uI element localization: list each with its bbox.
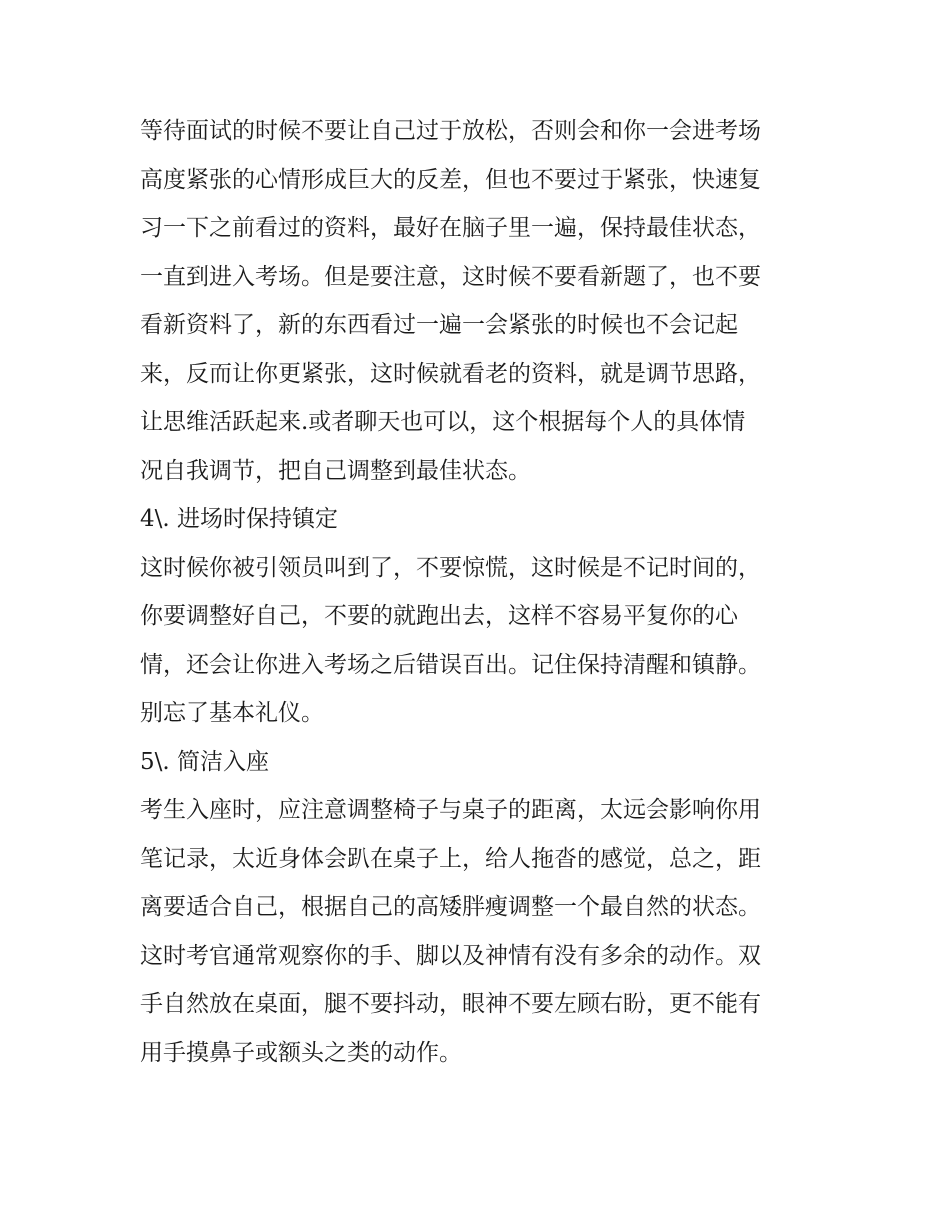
section-heading-4: 4\. 进场时保持镇定 [140, 506, 339, 532]
section-heading-5: 5\. 简洁入座 [140, 748, 270, 775]
body-line-1: 等待面试的时候不要让自己过于放松，否则会和你一会进考场 [140, 118, 761, 144]
body-line-7: 让思维活跃起来.或者聊天也可以，这个根据每个人的具体情 [140, 409, 746, 435]
body-line-20: 用手摸鼻子或额头之类的动作。 [140, 1039, 462, 1066]
body-line-17: 离要适合自己，根据自己的高矮胖瘦调整一个最自然的状态。 [140, 894, 761, 920]
body-line-2: 高度紧张的心情形成巨大的反差，但也不要过于紧张，快速复 [140, 166, 761, 193]
body-line-10: 这时候你被引领员叫到了，不要惊慌，这时候是不记时间的， [140, 554, 761, 581]
body-line-8: 况自我调节，把自己调整到最佳状态。 [140, 457, 531, 484]
body-line-4: 一直到进入考场。但是要注意，这时候不要看新题了，也不要 [140, 263, 761, 290]
body-line-15: 考生入座时，应注意调整椅子与桌子的距离，太远会影响你用 [140, 797, 761, 823]
body-line-13: 别忘了基本礼仪。 [140, 700, 324, 726]
body-line-11: 你要调整好自己，不要的就跑出去，这样不容易平复你的心 [140, 603, 738, 629]
body-line-19: 手自然放在桌面，腿不要抖动，眼神不要左顾右盼，更不能有 [140, 991, 761, 1017]
body-line-18: 这时考官通常观察你的手、脚以及神情有没有多余的动作。双 [140, 942, 761, 969]
body-line-12: 情，还会让你进入考场之后错误百出。记住保持清醒和镇静。 [140, 651, 761, 678]
body-line-16: 笔记录，太近身体会趴在桌子上，给人拖沓的感觉，总之，距 [140, 845, 761, 872]
body-line-3: 习一下之前看过的资料，最好在脑子里一遍，保持最佳状态， [140, 215, 761, 241]
body-line-6: 来，反而让你更紧张，这时候就看老的资料，就是调节思路， [140, 360, 761, 387]
document-body [140, 107, 820, 1077]
body-line-5: 看新资料了，新的东西看过一遍一会紧张的时候也不会记起 [140, 312, 738, 338]
